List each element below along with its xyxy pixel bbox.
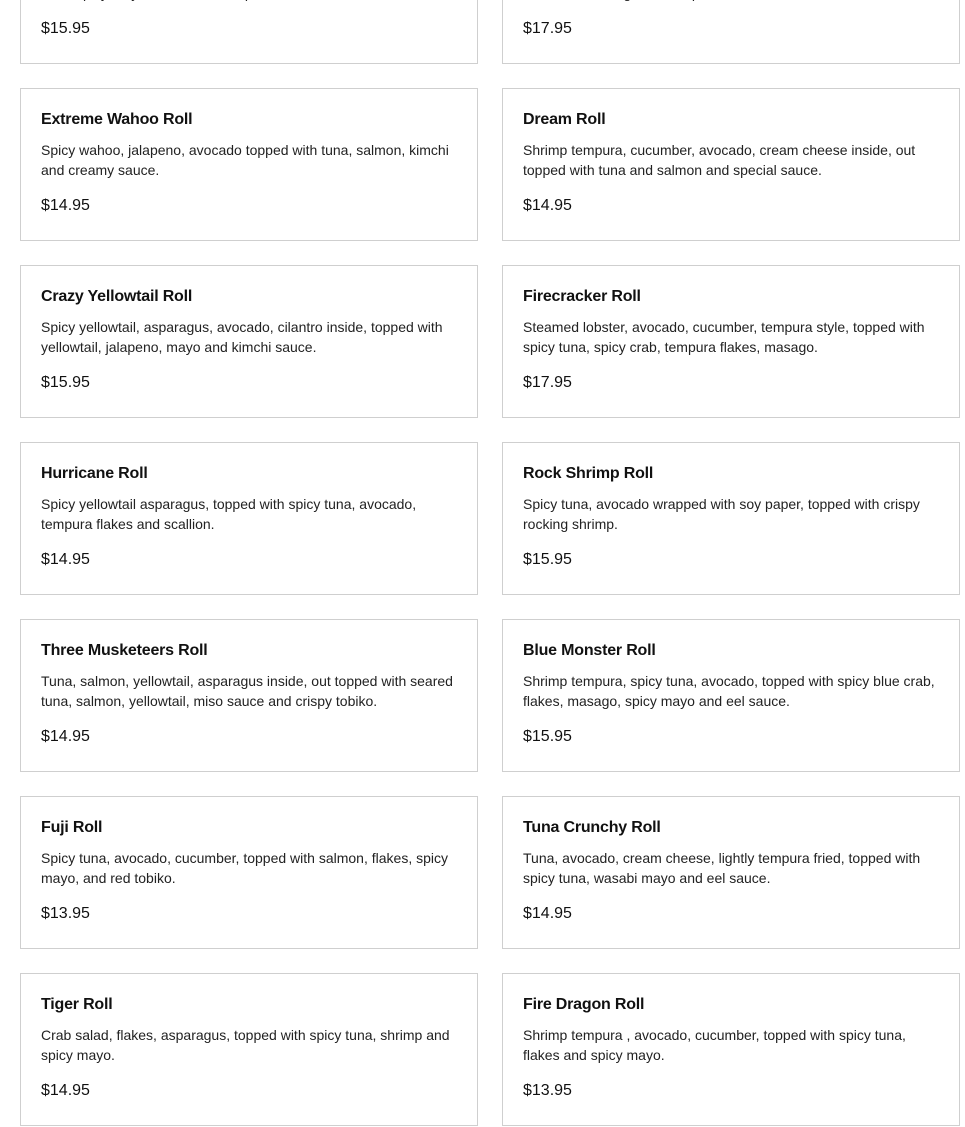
menu-item-card[interactable] [502,0,960,64]
menu-item-name: Rock Shrimp Roll [523,465,654,482]
menu-item-card[interactable] [502,265,960,418]
menu-item-description: Spicy yellowtail asparagus, topped with spicy tuna, avocado, tempura flakes and scallion. [41,496,417,532]
menu-item-name: Fire Dragon Roll [523,996,645,1013]
menu-item-description: Spicy wahoo, jalapeno, avocado topped with tuna, salmon, kimchi and creamy sauce. [41,142,449,178]
menu-item-card[interactable] [502,973,960,1126]
menu-item-price: $14.95 [41,197,90,214]
menu-item-description: Spicy tuna, avocado wrapped with soy paper, topped with crispy rocking shrimp. [523,496,920,532]
menu-item-price: $13.95 [41,905,90,922]
menu-item-price: $15.95 [523,551,572,568]
menu-item-name: Tiger Roll [41,996,113,1013]
menu-item-price: $15.95 [41,20,90,37]
menu-item-name: Tuna Crunchy Roll [523,819,661,836]
menu-grid [20,0,960,1126]
menu-item-description: Tuna, avocado, cream cheese, lightly tempura fried, topped with spicy tuna, wasabi mayo and eel sauce. [523,850,921,886]
menu-item-description: Shrimp tempura, spicy tuna, avocado, topped with spicy blue crab, flakes, masago, spicy mayo and eel sauce. [523,673,935,709]
menu-item-description: Steamed lobster, avocado, cucumber, tempura style, topped with spicy tuna, spicy crab, tempura flakes, masago. [523,319,925,355]
menu-item-name: Three Musketeers Roll [41,642,208,659]
menu-item-description [41,0,457,3]
menu-item-price: $14.95 [41,728,90,745]
menu-item-card[interactable] [20,619,478,772]
menu-item-price: $17.95 [523,20,572,37]
menu-item-description: Shrimp tempura, cucumber, avocado, cream cheese inside, out topped with tuna and salmon and special sauce. [523,142,916,178]
menu-item-description: Crab salad, flakes, asparagus, topped with spicy tuna, shrimp and spicy mayo. [41,1027,450,1063]
menu-item-name: Dream Roll [523,111,606,128]
menu-item-price: $15.95 [41,374,90,391]
menu-item-name: Extreme Wahoo Roll [41,111,193,128]
menu-item-description: Tuna, salmon, yellowtail, asparagus inside, out topped with seared tuna, salmon, yellowtail, miso sauce and crispy tobiko. [41,673,453,709]
menu-item-price: $14.95 [523,197,572,214]
menu-item-name: Fuji Roll [41,819,103,836]
menu-item-card[interactable] [20,88,478,241]
menu-item-name: Crazy Yellowtail Roll [41,288,193,305]
menu-item-description [523,0,939,3]
menu-item-card[interactable] [20,0,478,64]
menu-item-name: Hurricane Roll [41,465,148,482]
menu-item-price: $14.95 [523,905,572,922]
menu-item-card[interactable] [502,796,960,949]
menu-item-price: $14.95 [41,1082,90,1099]
menu-item-price: $15.95 [523,728,572,745]
menu-item-price: $17.95 [523,374,572,391]
menu-item-name: Blue Monster Roll [523,642,656,659]
menu-item-card[interactable] [20,442,478,595]
menu-item-card[interactable] [502,619,960,772]
menu-item-description: Spicy yellowtail, asparagus, avocado, cilantro inside, topped with yellowtail, jalapeno, mayo and kimchi sauce. [41,319,443,355]
menu-item-card[interactable] [502,88,960,241]
menu-item-card[interactable] [20,796,478,949]
menu-item-card[interactable] [502,442,960,595]
menu-item-card[interactable] [20,973,478,1126]
menu-item-description: Shrimp tempura , avocado, cucumber, topped with spicy tuna, flakes and spicy mayo. [523,1027,906,1063]
menu-item-description: Spicy tuna, avocado, cucumber, topped with salmon, flakes, spicy mayo, and red tobiko. [41,850,448,886]
menu-item-price: $13.95 [523,1082,572,1099]
menu-item-name: Firecracker Roll [523,288,641,305]
menu-item-card[interactable] [20,265,478,418]
menu-item-price: $14.95 [41,551,90,568]
